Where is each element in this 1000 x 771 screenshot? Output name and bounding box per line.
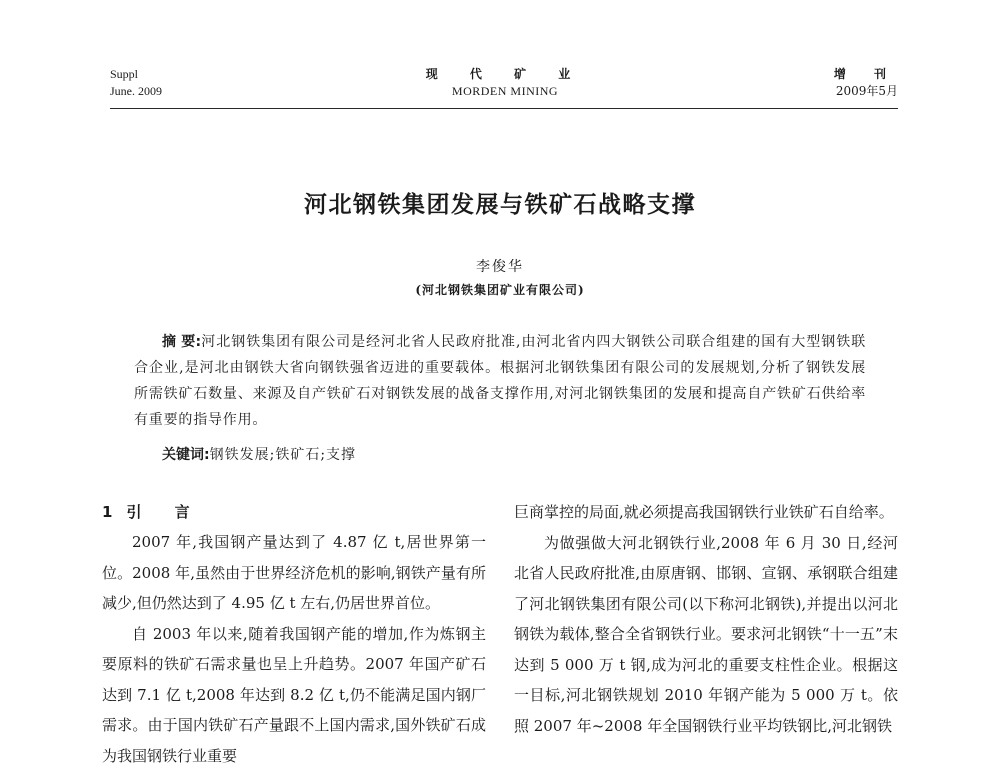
header-rule — [110, 108, 898, 109]
header-right — [834, 66, 898, 100]
abstract — [134, 329, 866, 433]
supplement-cn: 增 刊 — [834, 66, 898, 83]
date-cn: 2009年5月 — [834, 83, 898, 100]
body-column-left — [102, 497, 486, 771]
author-affiliation: (河北钢铁集团矿业有限公司) — [0, 281, 1000, 298]
body-paragraph: 自 2003 年以来,随着我国钢产能的增加,作为炼钢主要原料的铁矿石需求量也呈上升趋势。2007 年国产矿石达到 7.1 亿 t,2008 年达到 8.2 亿 t,仍不能满足国内钢厂需求。由于国内铁矿石产量跟不上国内需求,国外铁矿石成为我国钢铁行业重要 — [102, 619, 486, 771]
running-header — [110, 66, 898, 108]
supplement-en: Suppl — [110, 66, 162, 83]
journal-name-cn: 现 代 矿 业 — [400, 66, 610, 83]
body-paragraph: 2007 年,我国钢产量达到了 4.87 亿 t,居世界第一位。2008 年,虽然由于世界经济危机的影响,钢铁产量有所减少,但仍然达到了 4.95 亿 t 左右,仍居世界首位。 — [102, 527, 486, 619]
keywords-text: 钢铁发展;铁矿石;支撑 — [210, 447, 356, 463]
section-title: 引 言 — [126, 503, 203, 521]
body-paragraph: 为做强做大河北钢铁行业,2008 年 6 月 30 日,经河北省人民政府批准,由原唐钢、邯钢、宣钢、承钢联合组建了河北钢铁集团有限公司(以下称河北钢铁),并提出以河北钢铁为载体,整合全省钢铁行业。要求河北钢铁“十一五”末达到 5 000 万 t 钢,成为河北的重要支柱性企业。根据这一目标,河北钢铁规划 2010 年钢产能为 5 000 万 t。依照 2007 年~2008 年全国钢铁行业平均铁钢比,河北钢铁 — [514, 528, 898, 742]
keywords-label: 关键词: — [162, 447, 210, 463]
author-name: 李俊华 — [0, 256, 1000, 276]
abstract-label: 摘 要: — [134, 334, 201, 350]
header-left — [110, 66, 162, 100]
header-center — [400, 66, 610, 100]
abstract-text: 河北钢铁集团有限公司是经河北省人民政府批准,由河北省内四大钢铁公司联合组建的国有大型钢铁联合企业,是河北由钢铁大省向钢铁强省迈进的重要载体。根据河北钢铁集团有限公司的发展规划,分析了钢铁发展所需铁矿石数量、来源及自产铁矿石对钢铁发展的战备支撑作用,对河北钢铁集团的发展和提高自产铁矿石供给率有重要的指导作用。 — [134, 334, 866, 428]
body-column-right — [514, 497, 898, 741]
date-en: June. 2009 — [110, 83, 162, 100]
section-heading — [102, 497, 486, 527]
section-number: 1 — [102, 503, 112, 521]
journal-name-en: MORDEN MINING — [400, 83, 610, 100]
article-title: 河北钢铁集团发展与铁矿石战略支撑 — [0, 186, 1000, 219]
body-paragraph-continued: 巨商掌控的局面,就必须提高我国钢铁行业铁矿石自给率。 — [514, 497, 898, 528]
keywords — [162, 443, 356, 467]
